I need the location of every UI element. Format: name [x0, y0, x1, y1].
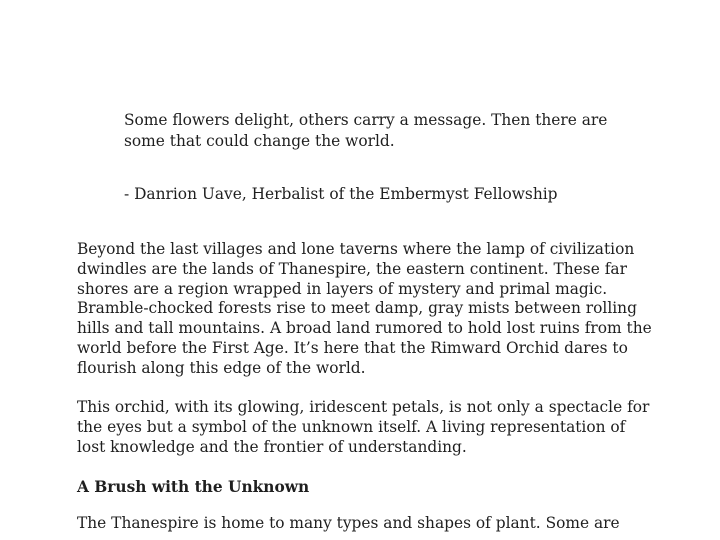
section-paragraph: The Thanespire is home to many types and shapes of plant. Some are [77, 514, 620, 532]
epigraph-quote [124, 110, 644, 152]
epigraph-attribution: - Danrion Uave, Herbalist of the Embermyst Fellowship [124, 185, 558, 203]
epigraph-quote-text: Some flowers delight, others carry a message. Then there are some that could change the world. [124, 111, 608, 150]
body-paragraph-1: Beyond the last villages and lone taverns where the lamp of civilization dwindles are the lands of Thanespire, the eastern continent. These far shores are a region wrapped in layers of mystery and primal magic. Bramble-chocked forests rise to meet damp, gray mists between rolling hills and tall mountains. A broad land rumored to hold lost ruins from the world before the First Age. It’s here that the Rimward Orchid dares to flourish along this edge of the world. [77, 240, 652, 377]
body-paragraph-2: This orchid, with its glowing, iridescent petals, is not only a spectacle for the eyes but a symbol of the unknown itself. A living representation of lost knowledge and the frontier of understanding. [77, 398, 650, 456]
section-heading: A Brush with the Unknown [77, 478, 310, 496]
